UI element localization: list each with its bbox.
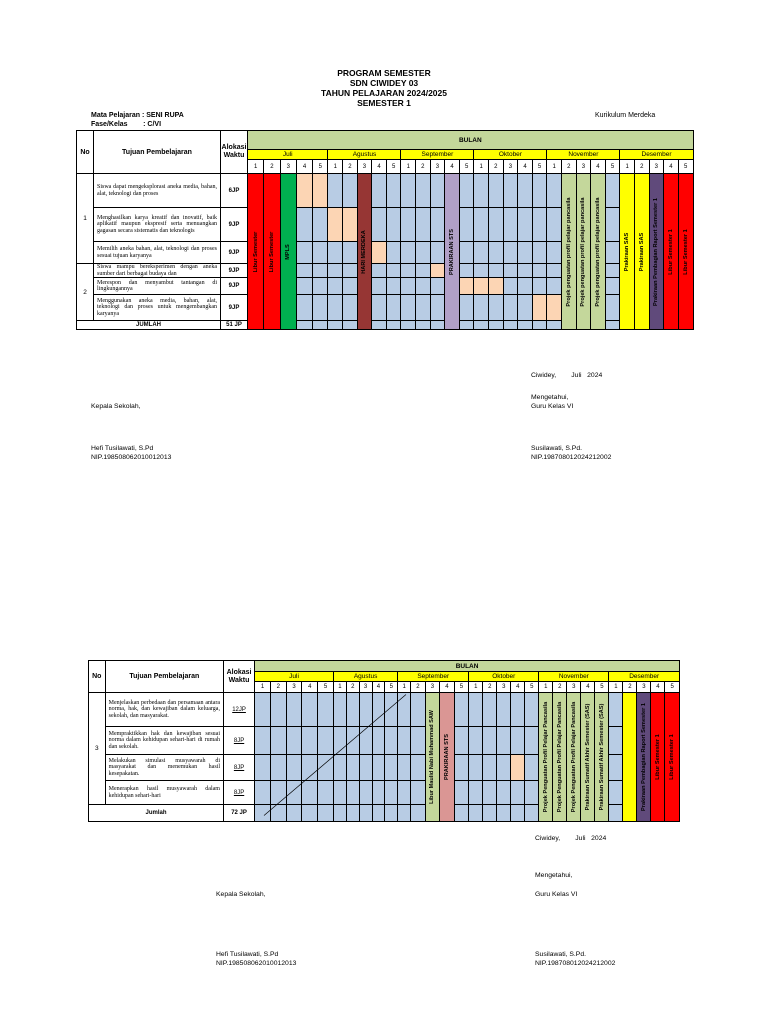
sign2-place-date: Ciwidey, Juli 2024 [535, 835, 607, 842]
event-label: Libur Semester 1 [654, 734, 661, 780]
week-number-2: 5 [385, 682, 398, 693]
week-number-2: 2 [553, 682, 567, 693]
week-number: 1 [328, 160, 343, 174]
week-number-2: 4 [581, 682, 595, 693]
jumlah-value: 51 JP [221, 321, 248, 330]
sign2-kepala-nip: NIP.198508062010012013 [216, 960, 297, 967]
title-line-2: SDN CIWIDEY 03 [349, 78, 419, 88]
jumlah-value: 72 JP [223, 805, 254, 822]
month-september-2: September [398, 672, 469, 682]
sign2-guru-name: Susilawati, S.Pd. [535, 951, 586, 958]
row-no: 1 [77, 174, 94, 264]
tujuan-text: Mempraktikkan hak dan kewajiban sesuai norma dalam kehidupan sehari-hari di rumah dan sekolah. [105, 727, 223, 755]
class-label: Fase/Kelas : C/VI [91, 121, 162, 128]
week-number: 4 [445, 160, 460, 174]
week-number-2: 3 [637, 682, 651, 693]
alokasi-value: 8JP [223, 781, 254, 805]
alokasi-value: 12JP [223, 693, 254, 727]
week-number: 3 [280, 160, 296, 174]
tujuan-text: Memilih aneka bahan, alat, teknologi dan proses sesuai tujuan karyanya [94, 242, 221, 264]
week-number: 4 [591, 160, 606, 174]
alokasi-value: 9JP [221, 208, 248, 242]
tujuan-text: Siswa dapat mengeksplorasi aneka media, bahan, alat, teknologi dan proses [94, 174, 221, 208]
col-tujuan-header-2: Tujuan Pembelajaran [105, 661, 223, 693]
week-number-2: 3 [359, 682, 372, 693]
tujuan-text: Melakukan simulasi musyawarah di masyarakat dan menemukan hasil kesepakatan. [105, 755, 223, 781]
week-number-2: 3 [497, 682, 511, 693]
month-november-2: November [539, 672, 609, 682]
tujuan-text: Menggunakan aneka media, bahan, alat, teknologi dan proses untuk mengembangkan karyanya [94, 295, 221, 321]
tujuan-text: Menerapkan hasil musyawarah dalam kehidupan sehari-hari [105, 781, 223, 805]
curriculum-label: Kurikulum Merdeka [595, 112, 656, 119]
col-alokasi-header-2: Alokasi Waktu [223, 661, 254, 693]
event-label: Libur Semester 1 [669, 734, 676, 780]
col-no-header: No [77, 131, 94, 174]
sign2-mengetahui: Mengetahui, [535, 872, 573, 879]
week-number: 2 [264, 160, 280, 174]
week-number: 1 [401, 160, 416, 174]
week-number: 3 [649, 160, 664, 174]
week-number: 1 [474, 160, 489, 174]
month-agustus: Agustus [328, 150, 401, 160]
row-no: 2 [77, 264, 94, 321]
week-number-2: 2 [270, 682, 286, 693]
alokasi-value: 9JP [221, 295, 248, 321]
alokasi-value: 9JP [221, 242, 248, 264]
event-label: MPLS [285, 243, 292, 260]
week-number-2: 1 [539, 682, 553, 693]
bulan-header: BULAN [248, 131, 694, 150]
week-number-2: 5 [525, 682, 539, 693]
week-number-2: 4 [372, 682, 385, 693]
month-desember: Desember [620, 150, 693, 160]
week-number: 5 [459, 160, 474, 174]
event-label: Projek penguatan profil pelajar pancasila [594, 197, 601, 307]
subject-label: Mata Pelajaran : SENI RUPA [91, 112, 184, 119]
title-line-4: SEMESTER 1 [357, 98, 411, 108]
sign1-kepala-name: Hefi Tusilawati, S.Pd [91, 445, 154, 452]
alokasi-value: 9JP [221, 264, 248, 278]
alokasi-value: 8JP [223, 755, 254, 781]
week-number-2: 1 [469, 682, 483, 693]
week-number-2: 4 [302, 682, 318, 693]
week-number-2: 5 [318, 682, 334, 693]
week-number-2: 1 [255, 682, 271, 693]
sign1-guru-name: Susilawati, S.Pd. [531, 445, 582, 452]
week-number-2: 1 [398, 682, 411, 693]
week-number-2: 2 [346, 682, 359, 693]
week-number-2: 5 [454, 682, 469, 693]
month-juli-2: Juli [255, 672, 334, 682]
week-number: 4 [296, 160, 312, 174]
event-label: Projek Penguatan Profil Pelajar Pancasila [556, 701, 563, 813]
week-number-2: 5 [665, 682, 680, 693]
tujuan-text: Siswa mampu bereksperimen dengan aneka sumber dari berbagai budaya dan [94, 264, 221, 278]
event-label: HARI MERDEKA [361, 229, 368, 274]
event-label: Libur Semester 1 [682, 228, 689, 275]
week-number-2: 4 [511, 682, 525, 693]
week-number-2: 2 [623, 682, 637, 693]
week-number: 1 [620, 160, 635, 174]
sign2-guru-nip: NIP.198708012024212002 [535, 960, 616, 967]
week-number: 2 [561, 160, 576, 174]
week-number-2: 4 [440, 682, 455, 693]
alokasi-value: 8JP [223, 727, 254, 755]
event-label: Projek penguatan profil pelajar pancasila [580, 197, 587, 307]
alokasi-value: 6JP [221, 174, 248, 208]
event-label: Libur Maulid Nabi Muhammad SAW [429, 710, 436, 804]
week-number: 1 [248, 160, 264, 174]
week-number: 3 [430, 160, 445, 174]
week-number: 3 [357, 160, 372, 174]
event-label: PRAKIRAAN STS [449, 228, 456, 275]
week-number: 4 [664, 160, 679, 174]
month-juli: Juli [248, 150, 328, 160]
week-number: 3 [576, 160, 591, 174]
month-agustus-2: Agustus [333, 672, 397, 682]
month-desember-2: Desember [609, 672, 680, 682]
event-label: Prakiraan Sumatif Akhir Semester (SAS) [584, 703, 591, 811]
alokasi-value: 9JP [221, 278, 248, 295]
title-line-1: PROGRAM SEMESTER [337, 68, 431, 78]
week-number: 2 [634, 160, 649, 174]
sign1-place-date: Ciwidey, Juli 2024 [531, 372, 603, 379]
sign2-kepala-title: Kepala Sekolah, [216, 891, 266, 898]
col-tujuan-header: Tujuan Pembelajaran [94, 131, 221, 174]
event-label: Prakiraan SAS [638, 232, 645, 271]
month-november: November [547, 150, 620, 160]
week-number-2: 1 [609, 682, 623, 693]
month-september: September [401, 150, 474, 160]
week-number: 2 [343, 160, 358, 174]
sign1-guru-nip: NIP.198708012024212002 [531, 454, 612, 461]
tujuan-text: Menghasilkan karya kreatif dan inovatif, baik aplikatif maupun ekspresif serta menuangkan gagasan secara sistematis dan teknologis [94, 208, 221, 242]
sign1-guru-title: Guru Kelas VI [531, 403, 574, 410]
week-number-2: 2 [483, 682, 497, 693]
jumlah-label: JUMLAH [77, 321, 221, 330]
sign1-kepala-nip: NIP.198508062010012013 [91, 454, 172, 461]
sign1-kepala-title: Kepala Sekolah, [91, 403, 141, 410]
month-oktober: Oktober [474, 150, 547, 160]
week-number: 1 [547, 160, 562, 174]
col-alokasi-header: Alokasi Waktu [221, 131, 248, 174]
event-label: PRAKIRAAN STS [443, 734, 450, 780]
event-label: Prakiraan Sumatif Akhir Semester (SAS) [598, 703, 605, 811]
col-no-header-2: No [89, 661, 106, 693]
event-label: Projek penguatan profil pelajar pancasila [565, 197, 572, 307]
event-label: Prakiraan Pembagian Raport Semester 1 [640, 703, 647, 811]
title-line-3: TAHUN PELAJARAN 2024/2025 [321, 88, 447, 98]
event-label: Libur Semester [252, 231, 259, 272]
tujuan-text: Merespon dan menyambut tantangan di lingkungannya [94, 278, 221, 295]
week-number: 5 [313, 160, 328, 174]
week-number: 2 [489, 160, 504, 174]
week-number-2: 4 [651, 682, 665, 693]
week-number: 5 [605, 160, 620, 174]
week-number: 4 [518, 160, 533, 174]
event-label: Prakiraan SAS [624, 232, 631, 271]
row-no: 3 [89, 693, 106, 805]
week-number: 3 [503, 160, 518, 174]
week-number: 5 [532, 160, 547, 174]
sign2-kepala-name: Hefi Tusilawati, S.Pd [216, 951, 279, 958]
week-number-2: 3 [286, 682, 302, 693]
week-number-2: 1 [333, 682, 346, 693]
event-label: Prakiraan Pembagian Raport Semester 1 [653, 197, 660, 306]
week-number-2: 2 [411, 682, 426, 693]
sign1-mengetahui: Mengetahui, [531, 394, 569, 401]
week-number-2: 5 [595, 682, 609, 693]
tujuan-text: Menjelaskan perbedaan dan persamaan antara norma, hak, dan kewajiban dalam keluarga, sekolah, dan masyarakat. [105, 693, 223, 727]
bulan-header-2: BULAN [255, 661, 680, 672]
week-number: 5 [386, 160, 401, 174]
event-label: Projek Penguatan Profil Pelajar Pancasila [570, 701, 577, 813]
event-label: Libur Semester 1 [667, 228, 674, 275]
week-number-2: 3 [425, 682, 440, 693]
week-number: 5 [678, 160, 693, 174]
week-number: 2 [416, 160, 431, 174]
event-label: Libur Semester [268, 231, 275, 272]
week-number-2: 3 [567, 682, 581, 693]
month-oktober-2: Oktober [469, 672, 539, 682]
jumlah-label: Jumlah [89, 805, 224, 822]
event-label: Projek Penguatan Profil Pelajar Pancasila [542, 701, 549, 813]
week-number: 4 [372, 160, 387, 174]
sign2-guru-title: Guru Kelas VI [535, 891, 578, 898]
